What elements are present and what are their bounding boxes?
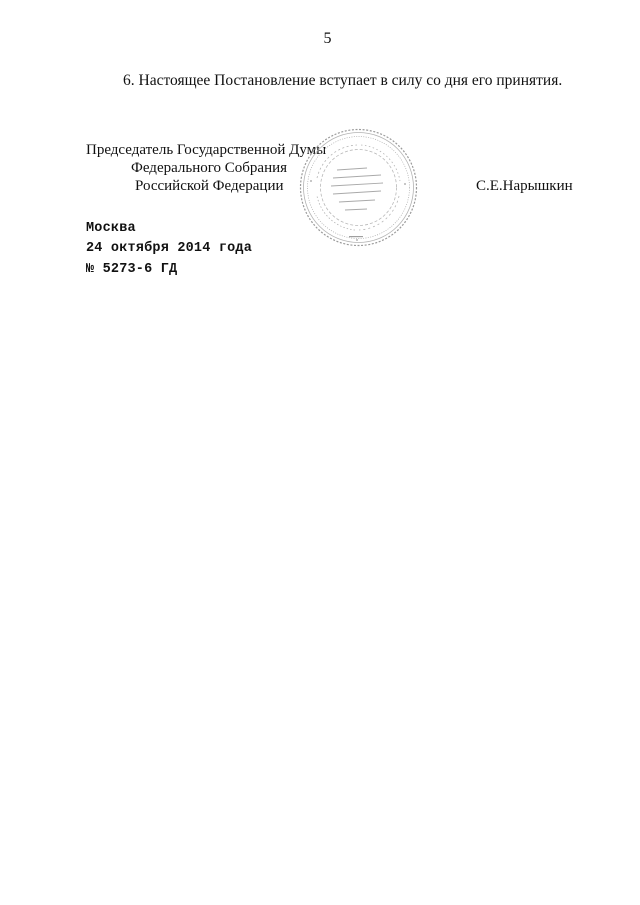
- signature-title-line-3: Российской Федерации: [135, 178, 284, 194]
- signatory-name: С.Е.Нарышкин: [476, 178, 573, 194]
- official-stamp: [297, 126, 420, 249]
- signature-title-line-2: Федерального Собрания: [131, 160, 288, 176]
- city: Москва: [86, 221, 136, 236]
- page-number: 5: [323, 30, 332, 47]
- signature-title-line-1: Председатель Государственной Думы: [86, 142, 327, 158]
- document-date: 24 октября 2014 года: [86, 241, 253, 256]
- clause-text: 6. Настоящее Постановление вступает в силу со дня его принятия.: [123, 72, 563, 89]
- registration-number: № 5273-6 ГД: [86, 262, 178, 277]
